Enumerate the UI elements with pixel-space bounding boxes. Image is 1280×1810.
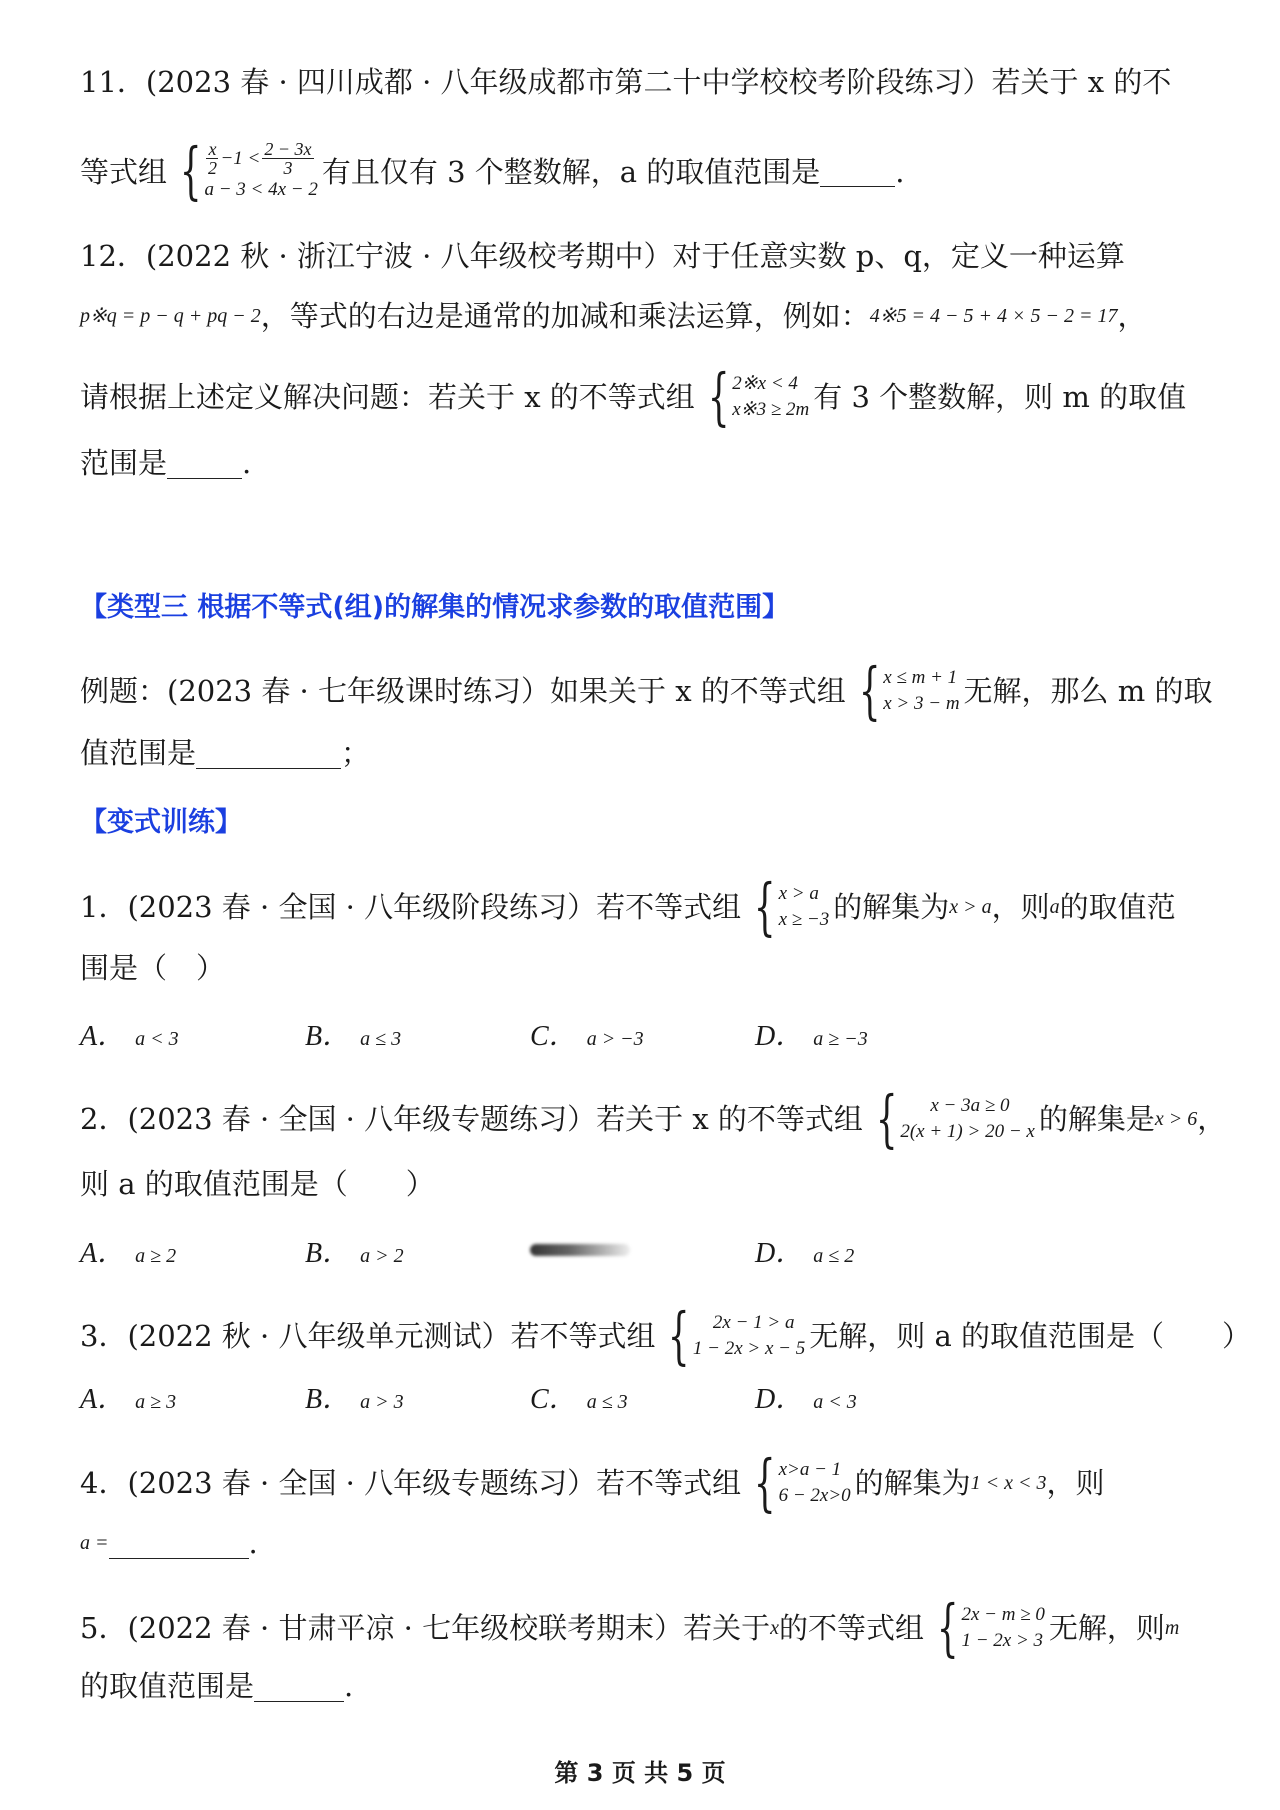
choice-value: a > 2 [360,1245,404,1267]
v2-line1 [80,1082,1227,1155]
v5-answer-blank[interactable] [254,1671,344,1702]
choice-letter: C． [530,1384,577,1415]
v4-system-rows [779,1452,851,1514]
q12-system-rows [732,366,809,428]
v5-system-rows [961,1597,1044,1659]
v3-system-row2: 1 − 2x > x − 5 [692,1338,806,1359]
v1-choice-a[interactable] [80,1014,179,1054]
example-range-label: 值范围是 [80,736,197,770]
q11-line2 [80,134,1200,207]
v2-pre: 2．(2023 春 · 全国 · 八年级专题练习）若关于 x 的不等式组 [80,1102,863,1136]
example-end: ； [341,736,371,770]
q11-end: . [895,154,905,189]
q12-comma: ， [1117,299,1147,333]
v2-system-row2: 2(x + 1) > 20 − x [900,1121,1035,1142]
v1-inequality-system [745,870,830,943]
v2-question-tail: 则 a 的取值范围是（ ） [80,1167,435,1201]
v3-choice-c[interactable] [530,1377,628,1417]
choice-value: a ≤ 3 [586,1391,628,1413]
q11-pre: 等式组 [80,154,168,189]
brace-icon: { [936,1591,959,1664]
v2-choice-b[interactable] [305,1231,404,1271]
example-pre: 例题：(2023 春 · 七年级课时练习）如果关于 x 的不等式组 [80,674,846,708]
v4-mid: 的解集为 [854,1466,971,1500]
v1-var: a [1049,896,1060,918]
v5-var: x [770,1617,779,1639]
choice-letter: A． [80,1021,126,1052]
v3-choice-d[interactable] [755,1377,857,1417]
q11-frac2-den: 3 [283,158,293,178]
choice-value: a ≤ 3 [360,1028,402,1050]
choice-letter: B． [305,1021,351,1052]
v3-system-row1: 2x − 1 > a [712,1312,795,1333]
v2-solution: x > 6 [1154,1108,1198,1130]
brace-icon: { [875,1082,898,1155]
q11-frac2-num: 2 − 3x [264,139,312,159]
v2-mid: 的解集是 [1038,1102,1155,1136]
q12-system-row2: x※3 ≥ 2m [732,399,810,420]
v5-var2: m [1164,1617,1180,1639]
v2-line2 [80,1164,1200,1204]
v5-line1 [80,1591,1200,1664]
q12-post: 有 3 个整数解，则 m 的取值 [813,380,1187,414]
q12-system-row1: 2※x < 4 [732,373,798,394]
v4-end: ，则 [1046,1466,1105,1500]
v4-solution: 1 < x < 3 [970,1472,1047,1494]
q12-line3 [80,360,1200,433]
q12-range-label: 范围是 [80,446,168,480]
choice-value: a ≥ −3 [813,1028,868,1050]
q11-post: 有且仅有 3 个整数解，a 的取值范围是 [321,154,821,189]
q12-example: 4※5 = 4 − 5 + 4 × 5 − 2 = 17 [869,305,1118,327]
choice-letter: C． [530,1021,577,1052]
example-system-rows [883,660,959,722]
choice-value: a ≥ 3 [135,1391,177,1413]
q11-inequality-system [171,134,318,207]
v2-choice-a[interactable] [80,1231,176,1271]
choice-letter: B． [305,1238,351,1269]
choice-value: a ≤ 2 [813,1245,855,1267]
v5-system-row2: 1 − 2x > 3 [961,1630,1044,1651]
section-type3-title: 【类型三 根据不等式(组)的解集的情况求参数的取值范围】 [80,592,790,623]
q11-system-row2: a − 3 < 4x − 2 [204,179,318,200]
example-system-row2: x > 3 − m [883,693,960,714]
q12-pre: 请根据上述定义解决问题：若关于 x 的不等式组 [80,380,695,414]
v4-answer-blank[interactable] [109,1528,249,1559]
q12-definition: p※q = p − q + pq − 2 [80,305,261,327]
choice-letter: A． [80,1384,126,1415]
v1-choice-d[interactable] [755,1014,868,1054]
q11-frac1 [206,140,218,177]
example-post: 无解，那么 m 的取 [963,674,1213,708]
q11-frac1-num: x [208,139,217,159]
v1-system-rows [779,876,830,938]
v3-post: 无解，则 a 的取值范围是（ ） [809,1319,1251,1353]
v5-system-row1: 2x − m ≥ 0 [961,1604,1045,1625]
v5-post: 无解，则 [1048,1611,1165,1645]
variant-training-title: 【变式训练】 [80,807,242,838]
q12-mid: ，等式的右边是通常的加减和乘法运算，例如： [260,299,870,333]
brace-icon: { [707,360,730,433]
v1-post: ，则 [991,890,1050,924]
v2-end: ， [1197,1102,1227,1136]
v5-end: . [344,1669,354,1703]
v3-system-rows [693,1305,805,1367]
v2-inequality-system [867,1082,1035,1155]
q11-line1 [80,62,1200,102]
q11-frac2 [262,140,313,177]
v4-inequality-system [745,1446,851,1519]
v2-system-rows [900,1088,1034,1150]
q12-answer-blank[interactable] [167,448,242,479]
brace-icon: { [668,1299,691,1372]
v4-a-equals: a = [80,1532,109,1554]
v2-choices [80,1231,1200,1271]
obscured-choice-c-smudge [530,1244,630,1256]
v1-choices [80,1014,1200,1054]
v1-line2 [80,948,1200,988]
v4-line-end: . [248,1526,258,1560]
q11-answer-blank[interactable] [820,156,895,187]
v4-line1 [80,1446,1200,1519]
v3-inequality-system [659,1299,806,1372]
v5-inequality-system [928,1591,1045,1664]
v1-end: 的取值范 [1059,890,1176,924]
q12-line2 [80,296,1200,336]
example-system-row1: x ≤ m + 1 [883,667,958,688]
q12-end: . [242,446,252,480]
brace-icon: { [179,134,202,207]
choice-value: a > −3 [586,1028,644,1050]
v4-system-row1: x>a − 1 [778,1459,842,1480]
v5-pre: 5．(2022 春 · 甘肃平凉 · 七年级校联考期末）若关于 [80,1611,771,1645]
choice-value: a < 3 [813,1391,857,1413]
q11-row1-op: −1 < [220,147,261,169]
v3-line1 [80,1299,1251,1372]
v4-pre: 4．(2023 春 · 全国 · 八年级专题练习）若不等式组 [80,1466,742,1500]
v4-line2 [80,1523,1200,1563]
brace-icon: { [753,870,776,943]
choice-letter: A． [80,1238,126,1269]
q12-line4 [80,443,1200,483]
choice-value: a > 3 [360,1391,404,1413]
choice-letter: D． [755,1238,804,1269]
example-line1 [80,654,1213,727]
v5-range-label: 的取值范围是 [80,1669,255,1703]
v5-line2 [80,1666,1200,1706]
v1-question-tail: 围是（ ） [80,951,226,985]
v1-system-row1: x > a [778,883,819,904]
v1-line1 [80,870,1200,943]
v1-mid: 的解集为 [833,890,950,924]
v3-choices [80,1377,1200,1417]
example-line2 [80,733,1200,773]
choice-letter: D． [755,1384,804,1415]
choice-letter: B． [305,1384,351,1415]
v1-choice-c[interactable] [530,1014,644,1054]
page-footer: 第 3 页 共 5 页 [554,1759,726,1787]
v5-mid: 的不等式组 [779,1611,925,1645]
v1-solution: x > a [949,896,992,918]
v3-pre: 3．(2022 秋 · 八年级单元测试）若不等式组 [80,1319,656,1353]
v1-choice-b[interactable] [305,1014,401,1054]
q12-text: 12．(2022 秋 · 浙江宁波 · 八年级校考期中）对于任意实数 p、q，定义一种运算 [80,239,1125,273]
brace-icon: { [753,1446,776,1519]
v2-choice-d[interactable] [755,1231,854,1271]
q11-text: 11．(2023 春 · 四川成都 · 八年级成都市第二十中学校校考阶段练习）若关于 x 的不 [80,65,1172,99]
brace-icon: { [858,654,881,727]
v2-system-row1: x − 3a ≥ 0 [930,1095,1010,1116]
q11-system-rows [204,140,317,203]
q12-inequality-system [699,360,810,433]
v1-system-row2: x ≥ −3 [778,909,830,930]
q11-frac1-den: 2 [207,158,217,178]
choice-value: a < 3 [135,1028,179,1050]
choice-letter: D． [755,1021,804,1052]
v4-system-row2: 6 − 2x>0 [778,1485,851,1506]
choice-value: a ≥ 2 [135,1245,177,1267]
q12-line1 [80,236,1200,276]
v3-choice-a[interactable] [80,1377,176,1417]
q11-system-row1 [204,140,317,177]
v3-choice-b[interactable] [305,1377,404,1417]
example-inequality-system [850,654,960,727]
example-answer-blank[interactable] [196,738,341,769]
v1-pre: 1．(2023 春 · 全国 · 八年级阶段练习）若不等式组 [80,890,742,924]
